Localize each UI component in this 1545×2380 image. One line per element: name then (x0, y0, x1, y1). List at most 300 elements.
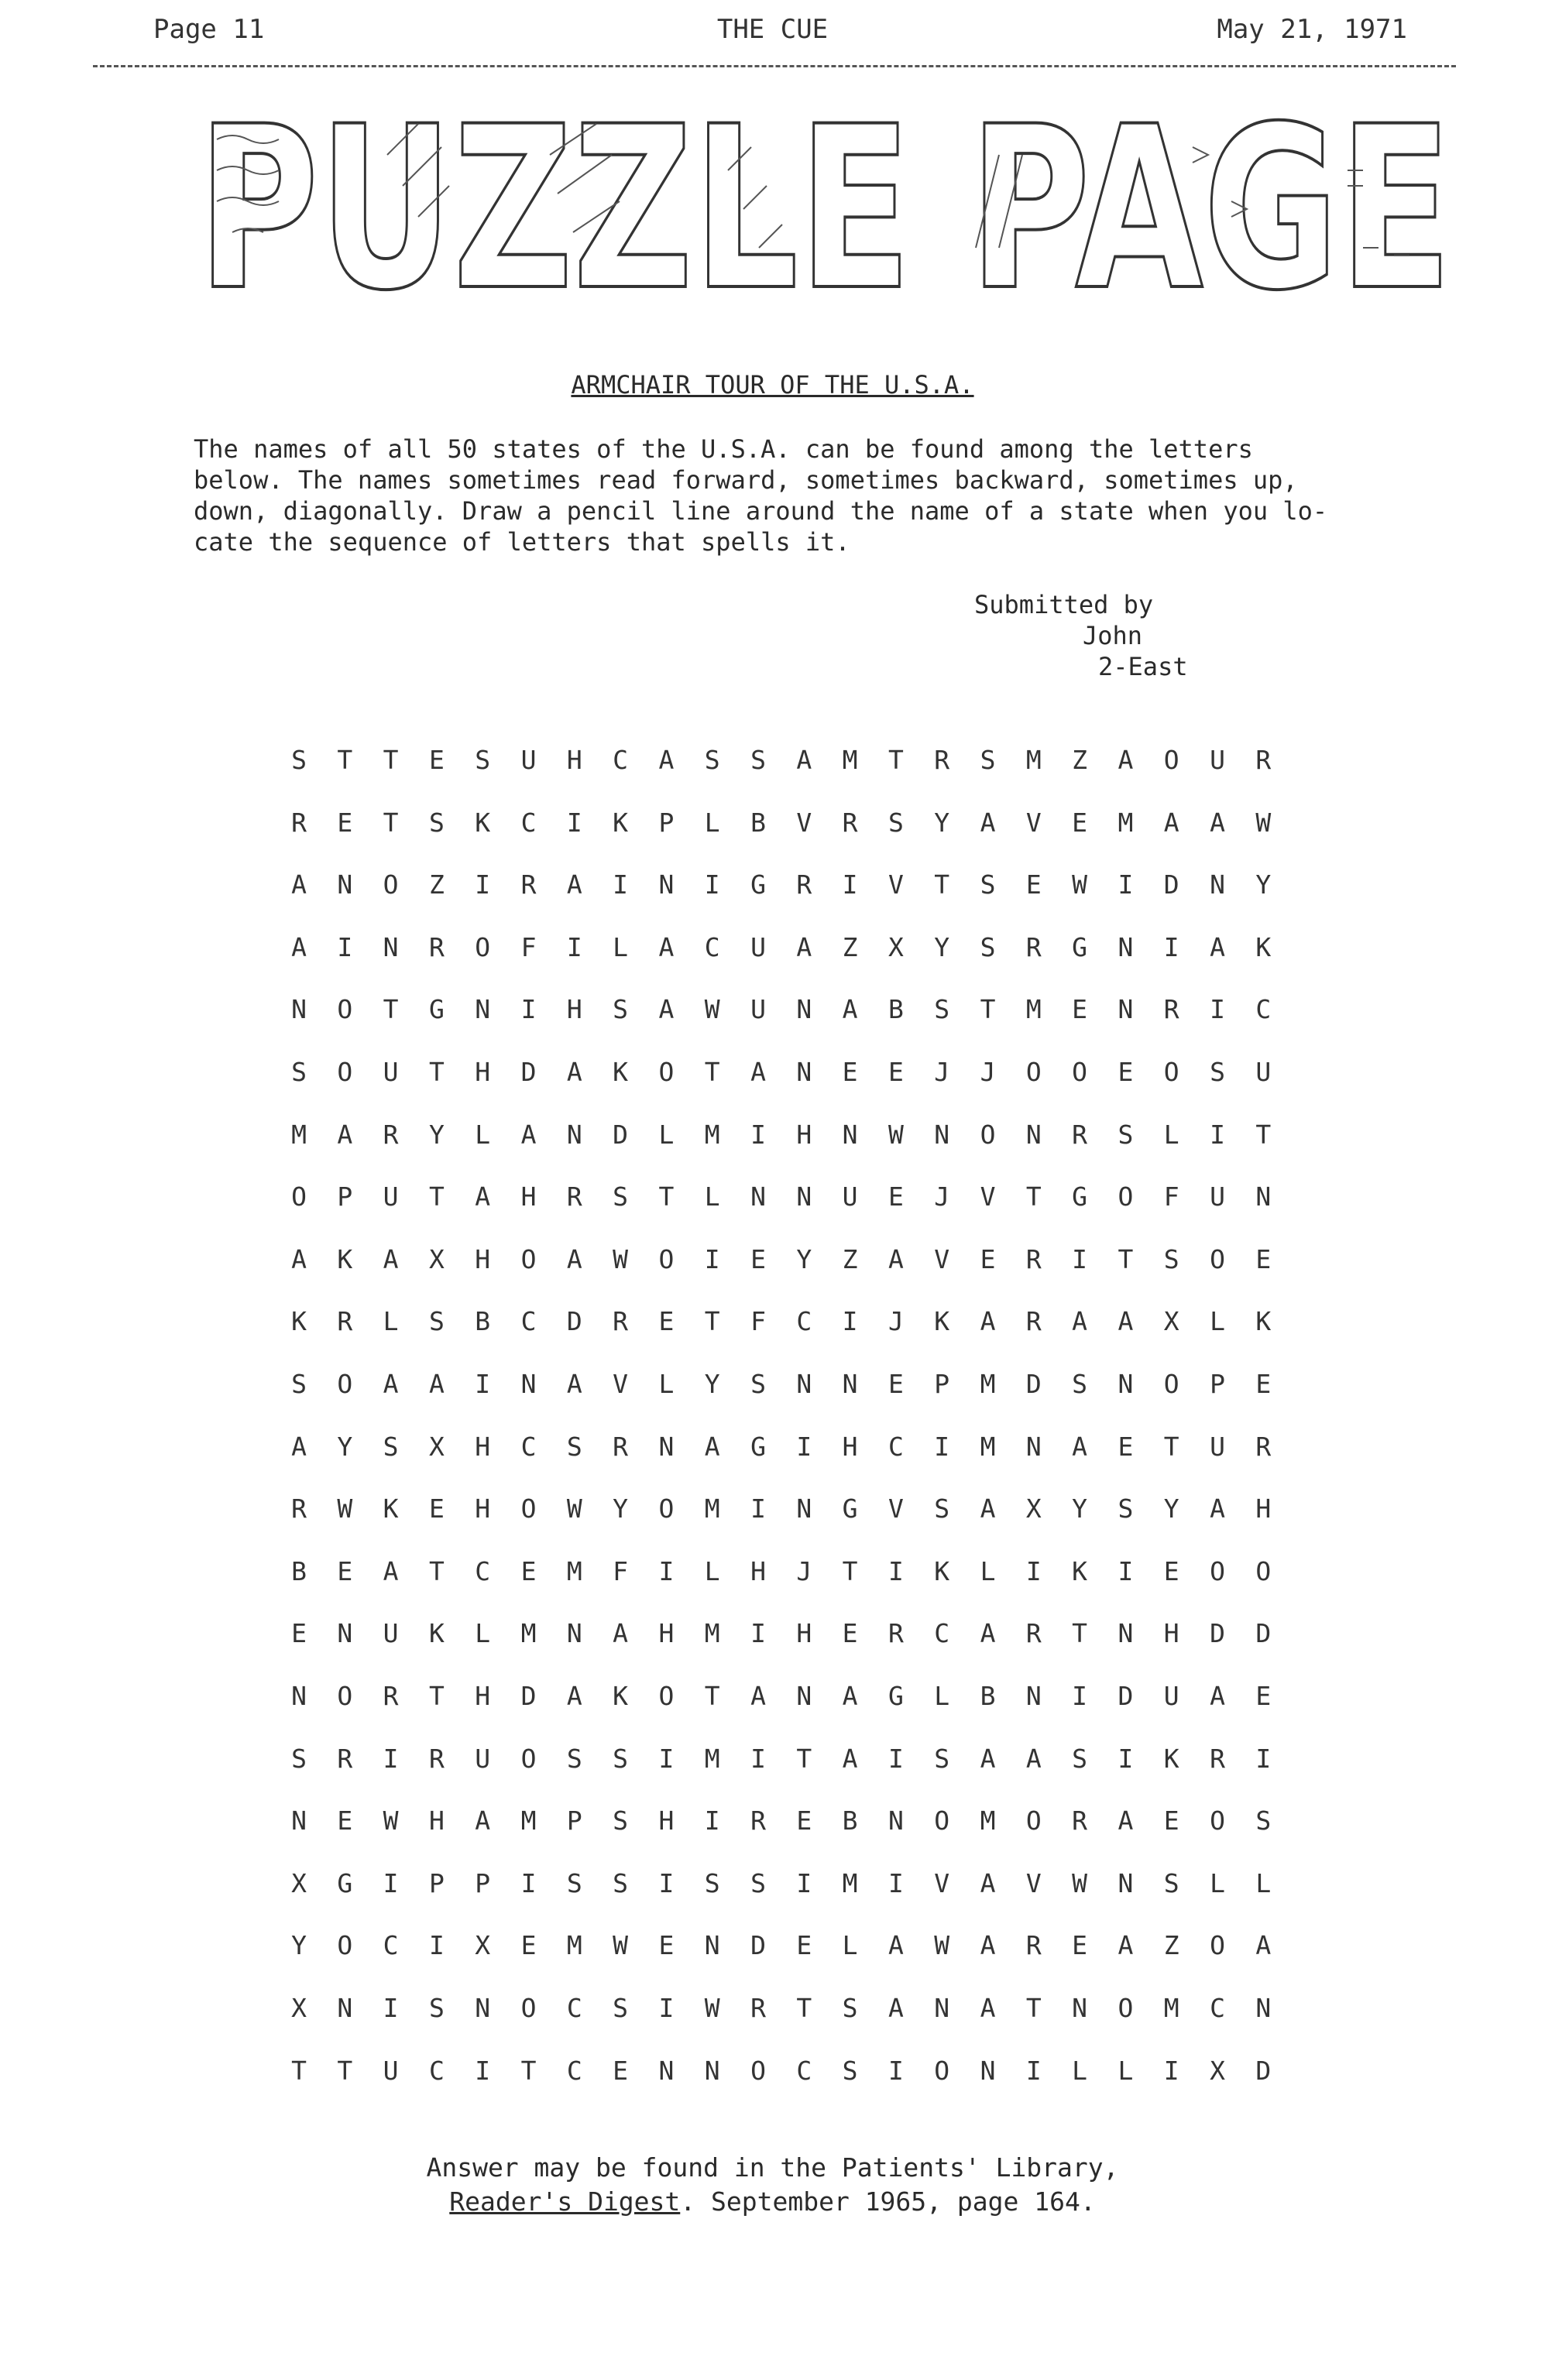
grid-letter: A (980, 1867, 996, 1898)
grid-letter: N (796, 1057, 812, 1087)
grid-letter: A (1210, 1494, 1225, 1524)
grid-letter: I (796, 1431, 812, 1462)
grid-letter: W (337, 1494, 353, 1524)
grid-letter: R (1255, 1431, 1272, 1462)
grid-letter: S (428, 807, 445, 838)
grid-letter: L (704, 807, 720, 838)
grid-letter: D (1025, 1369, 1042, 1399)
grid-letter: O (658, 1681, 675, 1711)
grid-letter: D (1118, 1681, 1134, 1711)
grid-letter: I (475, 2055, 491, 2086)
grid-letter: T (428, 1681, 445, 1711)
grid-letter: H (475, 1494, 491, 1524)
grid-letter: S (750, 1867, 766, 1898)
grid-letter: V (934, 1867, 950, 1898)
grid-letter: K (1255, 931, 1272, 962)
grid-letter: N (475, 994, 491, 1025)
grid-letter: T (383, 807, 399, 838)
grid-letter: T (383, 745, 399, 775)
grid-letter: O (337, 994, 353, 1025)
grid-letter: I (704, 869, 720, 900)
grid-letter: M (520, 1618, 537, 1649)
grid-letter: E (520, 1930, 537, 1961)
grid-letter: B (291, 1555, 307, 1586)
grid-letter: N (796, 1494, 812, 1524)
grid-letter: A (475, 1181, 491, 1212)
grid-letter: S (613, 994, 629, 1025)
grid-letter: K (613, 1681, 629, 1711)
grid-letter: T (1163, 1431, 1179, 1462)
grid-letter: R (1025, 1618, 1042, 1649)
grid-letter: L (1210, 1867, 1225, 1898)
grid-letter: M (842, 1867, 858, 1898)
grid-letter: E (1118, 1431, 1134, 1462)
grid-letter: E (658, 1306, 675, 1337)
grid-letter: N (337, 1618, 353, 1649)
grid-letter: X (428, 1243, 445, 1274)
grid-letter: E (1072, 994, 1088, 1025)
grid-letter: D (520, 1681, 537, 1711)
grid-letter: I (658, 1743, 675, 1774)
grid-letter: N (934, 1993, 950, 2023)
grid-letter: O (337, 1057, 353, 1087)
grid-letter: K (428, 1618, 445, 1649)
answer-source: Reader's Digest (449, 2186, 681, 2217)
grid-letter: M (980, 1431, 996, 1462)
grid-letter: R (888, 1618, 904, 1649)
grid-letter: V (613, 1369, 629, 1399)
grid-letter: O (520, 1993, 537, 2023)
grid-letter: E (842, 1618, 858, 1649)
grid-letter: L (1118, 2055, 1134, 2086)
grid-letter: C (704, 931, 720, 962)
grid-letter: P (658, 807, 675, 838)
grid-letter: O (658, 1057, 675, 1087)
grid-letter: O (934, 1806, 950, 1836)
grid-letter: H (428, 1806, 445, 1836)
grid-letter: A (980, 1993, 996, 2023)
grid-letter: N (704, 2055, 720, 2086)
grid-letter: R (1025, 1243, 1042, 1274)
grid-letter: N (980, 2055, 996, 2086)
grid-letter: E (428, 1494, 445, 1524)
grid-letter: N (796, 1681, 812, 1711)
grid-letter: A (888, 1243, 904, 1274)
grid-letter: U (1163, 1681, 1179, 1711)
grid-letter: A (291, 931, 307, 962)
grid-letter: S (613, 1993, 629, 2023)
grid-letter: H (475, 1431, 491, 1462)
grid-letter: I (383, 1993, 399, 2023)
grid-letter: D (1255, 2055, 1272, 2086)
grid-letter: H (520, 1181, 537, 1212)
grid-letter: S (428, 1306, 445, 1337)
grid-letter: J (980, 1057, 996, 1087)
grid-letter: T (1255, 1119, 1272, 1150)
grid-letter: S (383, 1431, 399, 1462)
grid-letter: E (658, 1930, 675, 1961)
grid-letter: K (337, 1243, 353, 1274)
grid-letter: W (613, 1243, 629, 1274)
grid-letter: M (520, 1806, 537, 1836)
grid-letter: M (704, 1743, 720, 1774)
grid-letter: R (337, 1743, 353, 1774)
grid-letter: R (934, 745, 950, 775)
grid-letter: M (1025, 745, 1042, 775)
grid-letter: S (750, 745, 766, 775)
grid-letter: T (934, 869, 950, 900)
grid-letter: O (1025, 1806, 1042, 1836)
grid-letter: P (428, 1867, 445, 1898)
grid-letter: O (658, 1243, 675, 1274)
grid-letter: R (291, 1494, 307, 1524)
grid-letter: S (428, 1993, 445, 2023)
grid-letter: E (888, 1057, 904, 1087)
grid-letter: W (888, 1119, 904, 1150)
grid-letter: I (1210, 1119, 1225, 1150)
grid-letter: O (1118, 1993, 1134, 2023)
grid-letter: G (750, 1431, 766, 1462)
grid-letter: X (291, 1867, 307, 1898)
grid-letter: U (383, 1618, 399, 1649)
grid-letter: E (1255, 1369, 1272, 1399)
grid-letter: A (658, 994, 675, 1025)
grid-letter: A (1072, 1306, 1088, 1337)
grid-letter: S (613, 1181, 629, 1212)
instruction-line: down, diagonally. Draw a pencil line around the name of a state when you lo- (194, 496, 1328, 526)
grid-letter: R (428, 931, 445, 962)
grid-letter: T (291, 2055, 307, 2086)
answer-note (0, 2151, 1545, 2219)
grid-letter: O (475, 931, 491, 962)
grid-letter: A (842, 1681, 858, 1711)
grid-letter: U (383, 1181, 399, 1212)
grid-letter: W (566, 1494, 582, 1524)
grid-letter: N (842, 1119, 858, 1150)
grid-letter: L (383, 1306, 399, 1337)
grid-letter: K (934, 1306, 950, 1337)
grid-letter: G (337, 1867, 353, 1898)
grid-letter: I (888, 1555, 904, 1586)
grid-letter: V (888, 869, 904, 900)
grid-letter: I (658, 1555, 675, 1586)
grid-letter: R (520, 869, 537, 900)
grid-letter: A (566, 1057, 582, 1087)
grid-letter: O (1210, 1930, 1225, 1961)
grid-letter: N (1118, 1369, 1134, 1399)
grid-letter: L (658, 1369, 675, 1399)
grid-letter: K (475, 807, 491, 838)
grid-letter: A (428, 1369, 445, 1399)
grid-letter: G (1072, 931, 1088, 962)
grid-letter: A (613, 1618, 629, 1649)
grid-letter: E (1072, 807, 1088, 838)
grid-letter: I (1163, 931, 1179, 962)
grid-letter: I (888, 1743, 904, 1774)
grid-letter: S (980, 745, 996, 775)
grid-letter: O (1118, 1181, 1134, 1212)
grid-letter: N (796, 1369, 812, 1399)
grid-letter: S (613, 1743, 629, 1774)
grid-letter: J (888, 1306, 904, 1337)
grid-letter: M (704, 1119, 720, 1150)
grid-letter: L (1255, 1867, 1272, 1898)
grid-letter: O (520, 1743, 537, 1774)
grid-letter: G (750, 869, 766, 900)
grid-letter: W (1072, 869, 1088, 900)
grid-letter: L (842, 1930, 858, 1961)
grid-letter: D (613, 1119, 629, 1150)
grid-letter: X (1210, 2055, 1225, 2086)
grid-letter: M (980, 1369, 996, 1399)
grid-letter: Z (842, 1243, 858, 1274)
grid-letter: E (1118, 1057, 1134, 1087)
grid-letter: Y (1255, 869, 1272, 900)
grid-letter: R (337, 1306, 353, 1337)
grid-letter: N (1072, 1993, 1088, 2023)
grid-letter: C (934, 1618, 950, 1649)
instruction-line: below. The names sometimes read forward, sometimes backward, sometimes up, (194, 465, 1298, 495)
grid-letter: V (934, 1243, 950, 1274)
grid-letter: N (1255, 1993, 1272, 2023)
grid-letter: R (796, 869, 812, 900)
submitter-ward: 2-East (1098, 652, 1188, 681)
grid-letter: T (337, 2055, 353, 2086)
grid-letter: A (1163, 807, 1179, 838)
grid-letter: C (796, 2055, 812, 2086)
grid-letter: Y (1072, 1494, 1088, 1524)
grid-letter: Z (1072, 745, 1088, 775)
grid-letter: X (428, 1431, 445, 1462)
grid-letter: L (475, 1119, 491, 1150)
grid-letter: A (658, 745, 675, 775)
grid-letter: F (1163, 1181, 1179, 1212)
grid-letter: C (428, 2055, 445, 2086)
submitter-name: John (1083, 621, 1143, 650)
grid-letter: R (428, 1743, 445, 1774)
grid-letter: V (796, 807, 812, 838)
grid-letter: O (291, 1181, 307, 1212)
grid-letter: N (291, 1806, 307, 1836)
grid-letter: O (934, 2055, 950, 2086)
grid-letter: I (704, 1243, 720, 1274)
grid-letter: N (520, 1369, 537, 1399)
grid-letter: J (934, 1057, 950, 1087)
grid-letter: B (750, 807, 766, 838)
grid-letter: X (291, 1993, 307, 2023)
grid-letter: O (1072, 1057, 1088, 1087)
grid-letter: N (1118, 994, 1134, 1025)
grid-letter: T (1025, 1181, 1042, 1212)
grid-letter: P (337, 1181, 353, 1212)
grid-letter: I (383, 1743, 399, 1774)
grid-letter: A (566, 869, 582, 900)
grid-letter: R (1072, 1806, 1088, 1836)
grid-letter: S (1163, 1867, 1179, 1898)
grid-letter: O (1210, 1555, 1225, 1586)
grid-letter: A (1118, 745, 1134, 775)
grid-letter: S (475, 745, 491, 775)
grid-letter: A (796, 931, 812, 962)
grid-letter: M (566, 1930, 582, 1961)
grid-letter: T (704, 1681, 720, 1711)
grid-letter: U (750, 994, 766, 1025)
puzzle-title: ARMCHAIR TOUR OF THE U.S.A. (571, 370, 974, 400)
grid-letter: A (1210, 1681, 1225, 1711)
grid-letter: S (566, 1743, 582, 1774)
grid-letter: Z (428, 869, 445, 900)
answer-line-2 (0, 2185, 1545, 2219)
grid-letter: R (842, 807, 858, 838)
grid-letter: O (520, 1494, 537, 1524)
issue-date: May 21, 1971 (1217, 14, 1407, 45)
grid-letter: A (566, 1369, 582, 1399)
grid-letter: S (1210, 1057, 1225, 1087)
grid-letter: A (1210, 931, 1225, 962)
grid-letter: N (704, 1930, 720, 1961)
grid-letter: N (658, 2055, 675, 2086)
grid-letter: S (842, 1993, 858, 2023)
grid-letter: O (658, 1494, 675, 1524)
grid-letter: N (796, 1181, 812, 1212)
grid-letter: H (1163, 1618, 1179, 1649)
grid-letter: T (428, 1057, 445, 1087)
grid-letter: B (980, 1681, 996, 1711)
grid-letter: S (613, 1806, 629, 1836)
grid-letter: T (888, 745, 904, 775)
grid-letter: T (704, 1057, 720, 1087)
grid-letter: T (704, 1306, 720, 1337)
grid-letter: P (934, 1369, 950, 1399)
grid-letter: M (1118, 807, 1134, 838)
grid-letter: E (750, 1243, 766, 1274)
grid-letter: H (475, 1243, 491, 1274)
grid-letter: V (1025, 807, 1042, 838)
grid-letter: R (1163, 994, 1179, 1025)
grid-letter: C (888, 1431, 904, 1462)
grid-letter: A (337, 1119, 353, 1150)
grid-letter: I (1025, 2055, 1042, 2086)
grid-letter: S (291, 1743, 307, 1774)
grid-letter: A (842, 1743, 858, 1774)
grid-letter: Y (934, 807, 950, 838)
grid-letter: H (796, 1119, 812, 1150)
grid-letter: A (383, 1555, 399, 1586)
grid-letter: A (1118, 1306, 1134, 1337)
grid-letter: N (658, 869, 675, 900)
banner-title: PUZZLE PAGE (197, 79, 1452, 325)
grid-letter: I (888, 1867, 904, 1898)
grid-letter: H (796, 1618, 812, 1649)
grid-letter: T (980, 994, 996, 1025)
grid-letter: H (475, 1057, 491, 1087)
grid-letter: N (291, 994, 307, 1025)
grid-letter: Y (291, 1930, 307, 1961)
grid-letter: E (842, 1057, 858, 1087)
grid-letter: O (520, 1243, 537, 1274)
grid-letter: A (520, 1119, 537, 1150)
grid-letter: N (475, 1993, 491, 2023)
grid-letter: U (842, 1181, 858, 1212)
grid-letter: I (888, 2055, 904, 2086)
grid-letter: E (520, 1555, 537, 1586)
grid-letter: L (1072, 2055, 1088, 2086)
grid-letter: I (1025, 1555, 1042, 1586)
grid-letter: I (750, 1618, 766, 1649)
grid-letter: R (1255, 745, 1272, 775)
grid-letter: A (980, 807, 996, 838)
grid-letter: C (520, 1431, 537, 1462)
grid-letter: F (613, 1555, 629, 1586)
grid-letter: E (1163, 1806, 1179, 1836)
grid-letter: A (1118, 1930, 1134, 1961)
grid-letter: S (613, 1867, 629, 1898)
grid-letter: S (980, 869, 996, 900)
grid-letter: E (1163, 1555, 1179, 1586)
grid-letter: P (1210, 1369, 1225, 1399)
grid-letter: U (475, 1743, 491, 1774)
grid-letter: R (1025, 1306, 1042, 1337)
grid-letter: N (750, 1181, 766, 1212)
grid-letter: E (428, 745, 445, 775)
grid-letter: I (383, 1867, 399, 1898)
grid-letter: U (750, 931, 766, 962)
grid-letter: M (704, 1618, 720, 1649)
grid-letter: K (613, 807, 629, 838)
grid-letter: O (1163, 1369, 1179, 1399)
grid-letter: V (980, 1181, 996, 1212)
grid-letter: H (1255, 1494, 1272, 1524)
grid-letter: F (520, 931, 537, 962)
grid-letter: A (566, 1681, 582, 1711)
grid-letter: N (888, 1806, 904, 1836)
grid-letter: U (383, 2055, 399, 2086)
grid-letter: T (842, 1555, 858, 1586)
grid-letter: I (1163, 2055, 1179, 2086)
grid-letter: Y (337, 1431, 353, 1462)
grid-letter: V (888, 1494, 904, 1524)
grid-letter: W (383, 1806, 399, 1836)
grid-letter: K (934, 1555, 950, 1586)
grid-letter: R (613, 1306, 629, 1337)
grid-letter: K (1163, 1743, 1179, 1774)
grid-letter: O (1025, 1057, 1042, 1087)
grid-letter: L (613, 931, 629, 962)
grid-letter: A (750, 1681, 766, 1711)
grid-letter: X (1163, 1306, 1179, 1337)
grid-letter: M (566, 1555, 582, 1586)
grid-letter: A (980, 1743, 996, 1774)
grid-letter: N (1210, 869, 1225, 900)
instruction-line: The names of all 50 states of the U.S.A. can be found among the letters (194, 434, 1253, 464)
grid-letter: S (566, 1431, 582, 1462)
grid-letter: N (566, 1618, 582, 1649)
grid-letter: A (1210, 807, 1225, 838)
grid-letter: A (1118, 1806, 1134, 1836)
answer-line-1: Answer may be found in the Patients' Library, (426, 2152, 1119, 2183)
grid-letter: D (1210, 1618, 1225, 1649)
grid-letter: O (750, 2055, 766, 2086)
grid-letter: H (842, 1431, 858, 1462)
grid-letter: U (520, 745, 537, 775)
grid-letter: A (980, 1930, 996, 1961)
grid-letter: E (1255, 1681, 1272, 1711)
grid-letter: S (842, 2055, 858, 2086)
grid-letter: Y (796, 1243, 812, 1274)
grid-letter: S (704, 1867, 720, 1898)
grid-letter: I (658, 1993, 675, 2023)
grid-letter: R (383, 1681, 399, 1711)
